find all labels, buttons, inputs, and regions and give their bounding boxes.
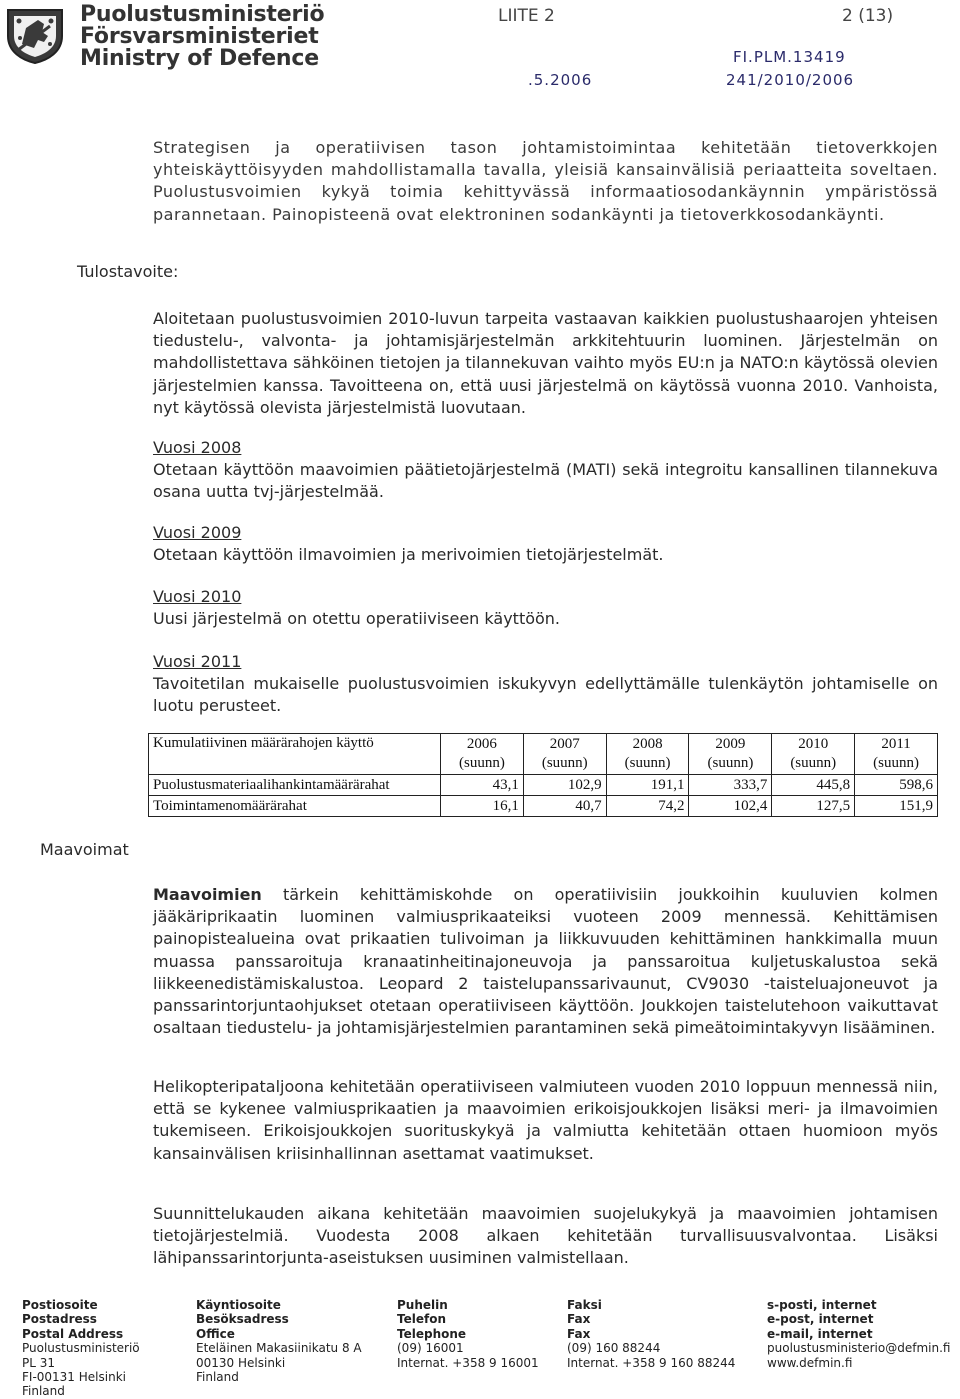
footer-heading: Office bbox=[196, 1326, 235, 1341]
footer-line: Finland bbox=[196, 1370, 239, 1385]
footer-email-address[interactable]: puolustusministerio@defmin.fi bbox=[767, 1341, 951, 1356]
tulostavoite-label: Tulostavoite: bbox=[77, 262, 179, 281]
year-2010-title: Vuosi 2010 bbox=[153, 587, 242, 606]
ministry-name-fi: Puolustusministeriö bbox=[80, 2, 325, 27]
footer-heading: Postiosoite bbox=[22, 1298, 98, 1312]
table-cell: 40,7 bbox=[523, 796, 606, 817]
header-unit: (suunn) bbox=[541, 755, 588, 771]
maavoimat-bold-lead: Maavoimien bbox=[153, 885, 262, 904]
table-row bbox=[149, 796, 938, 817]
footer-line: Finland bbox=[22, 1384, 65, 1399]
footer-line: (09) 160 88244 bbox=[567, 1341, 661, 1356]
table-header-cell bbox=[523, 734, 606, 775]
header-year: 2006 bbox=[466, 736, 497, 752]
ministry-name bbox=[80, 4, 324, 70]
footer-line: 00130 Helsinki bbox=[196, 1355, 286, 1370]
coat-of-arms-logo bbox=[4, 6, 66, 64]
year-2010-text: Uusi järjestelmä on otettu operatiiviseen käyttöön. bbox=[153, 609, 561, 629]
intro-paragraph: Strategisen ja operatiivisen tason johtamistoimintaa kehitetään tietoverkkojen yhteiskäyttöisyyden mahdollistamalla tavalla, yleisiä kansainvälisiä periaatteita soveltaen. Puolustusvoimien kykyä toimia kehittyvässä informaatiosodankäynnin ympäristössä parannetaan. Painopisteenä ovat elektroninen sodankäynti ja tietoverkkosodankäynti. bbox=[153, 138, 938, 224]
table-cell: 74,2 bbox=[606, 796, 689, 817]
table-header-row bbox=[149, 734, 938, 775]
table-header-cell bbox=[441, 734, 524, 775]
footer-fax bbox=[567, 1298, 735, 1370]
footer-heading: Käyntiosoite bbox=[196, 1298, 281, 1312]
footer-line: Internat. +358 9 160 88244 bbox=[567, 1355, 736, 1370]
year-2011-block bbox=[153, 651, 938, 718]
table-cell: 151,9 bbox=[855, 796, 938, 817]
maavoimat-paragraph-1 bbox=[153, 884, 938, 1039]
year-2008-block bbox=[153, 437, 938, 504]
footer-telephone bbox=[397, 1298, 539, 1370]
header-year: 2008 bbox=[632, 736, 663, 752]
row-label: Puolustusmateriaalihankintamäärärahat bbox=[149, 775, 441, 796]
year-2010-block bbox=[153, 586, 938, 630]
year-2009-block bbox=[153, 522, 938, 566]
header-unit: (suunn) bbox=[707, 755, 754, 771]
table-header-cell bbox=[772, 734, 855, 775]
table-header-cell bbox=[855, 734, 938, 775]
header-unit: (suunn) bbox=[873, 755, 919, 771]
maavoimat-paragraph-2: Helikopteripataljoona kehitetään operatiiviseen valmiuteen vuoden 2010 loppuun mennessä niin, että se kykenee valmiusprikaatien ja maavoimien erikoisjoukkojen lisäksi meri- ja ilmavoimien tukemiseen. Erikoisjoukkojen suorituskykyä ja valmiutta kehitetään ottaen huomioon myös kansainvälisen kriisinhallinnan asettamat vaatimukset. bbox=[153, 1077, 938, 1163]
footer-office-address bbox=[196, 1298, 362, 1384]
footer-line: (09) 16001 bbox=[397, 1341, 464, 1356]
table-header-label: Kumulatiivinen määrärahojen käyttö bbox=[149, 734, 441, 775]
footer-heading: Besöksadress bbox=[196, 1312, 289, 1327]
footer-line: PL 31 bbox=[22, 1355, 56, 1370]
page-number: 2 (13) bbox=[842, 6, 894, 26]
footer-line: Internat. +358 9 16001 bbox=[397, 1355, 539, 1370]
year-2011-text: Tavoitetilan mukaiselle puolustusvoimien iskukyvyn edellyttämälle tulenkäytön johtamiselle on luotu perusteet. bbox=[153, 674, 938, 716]
budget-table bbox=[148, 733, 938, 817]
header-year: 2011 bbox=[881, 736, 911, 752]
header-year: 2009 bbox=[715, 736, 746, 752]
row-label: Toimintamenomäärärahat bbox=[149, 796, 441, 817]
footer-heading: Telephone bbox=[397, 1326, 467, 1341]
table-cell: 333,7 bbox=[689, 775, 772, 796]
document-date: .5.2006 bbox=[528, 71, 593, 89]
table-cell: 102,4 bbox=[689, 796, 772, 817]
year-2008-title: Vuosi 2008 bbox=[153, 438, 242, 457]
header-unit: (suunn) bbox=[624, 755, 671, 771]
header-year: 2007 bbox=[549, 736, 580, 752]
footer-heading: e-post, internet bbox=[767, 1312, 874, 1327]
annex-label: LIITE 2 bbox=[498, 6, 555, 26]
table-header-cell bbox=[606, 734, 689, 775]
footer-heading: Telefon bbox=[397, 1312, 446, 1327]
footer-heading: Faksi bbox=[567, 1298, 602, 1312]
footer-heading: s-posti, internet bbox=[767, 1298, 877, 1312]
footer-heading: Puhelin bbox=[397, 1298, 448, 1312]
header-year: 2010 bbox=[798, 736, 829, 752]
maavoimat-label: Maavoimat bbox=[40, 840, 129, 859]
footer-heading: Postadress bbox=[22, 1312, 97, 1327]
year-2009-text: Otetaan käyttöön ilmavoimien ja merivoimien tietojärjestelmät. bbox=[153, 545, 664, 565]
footer-line: FI-00131 Helsinki bbox=[22, 1370, 126, 1385]
footer-heading: e-mail, internet bbox=[767, 1326, 873, 1341]
table-cell: 191,1 bbox=[606, 775, 689, 796]
table-cell: 43,1 bbox=[441, 775, 524, 796]
table-cell: 598,6 bbox=[855, 775, 938, 796]
maavoimat-paragraph-3: Suunnittelukauden aikana kehitetään maavoimien suojelukykyä ja maavoimien johtamisen tietojärjestelmiä. Vuodesta 2008 alkaen kehitetään turvallisuusvalvontaa. Lisäksi lähipanssarintorjunta-aseistuksen uusiminen valmistellaan. bbox=[153, 1204, 938, 1268]
year-2009-title: Vuosi 2009 bbox=[153, 523, 242, 542]
header-unit: (suunn) bbox=[790, 755, 837, 771]
table-cell: 127,5 bbox=[772, 796, 855, 817]
table-cell: 445,8 bbox=[772, 775, 855, 796]
footer-postal-address bbox=[22, 1298, 140, 1399]
table-row bbox=[149, 775, 938, 796]
ministry-name-en: Ministry of Defence bbox=[80, 46, 319, 71]
reference-code: FI.PLM.13419 bbox=[733, 48, 846, 66]
footer-heading: Fax bbox=[567, 1326, 591, 1341]
table-cell: 102,9 bbox=[523, 775, 606, 796]
table-header-cell bbox=[689, 734, 772, 775]
footer-email bbox=[767, 1298, 950, 1370]
document-number: 241/2010/2006 bbox=[726, 71, 855, 89]
header-unit: (suunn) bbox=[459, 755, 505, 771]
tulostavoite-paragraph: Aloitetaan puolustusvoimien 2010-luvun tarpeita vastaavan kaikkien puolustushaarojen yhteisen tiedustelu-, valvonta- ja johtamisjärjestelmän arkkitehtuurin luominen. Järjestelmän on mahdollistettava sähköinen tietojen ja tilannekuvan vaihto myös EU:n ja NATO:n käytössä olevien järjestelmien kanssa. Tavoitteena on, että uusi järjestelmä on käytössä vuonna 2010. Vanhoista, nyt käytössä olevista järjestelmistä luovutaan. bbox=[153, 309, 938, 417]
footer-heading: Fax bbox=[567, 1312, 591, 1327]
ministry-name-sv: Försvarsministeriet bbox=[80, 24, 319, 49]
footer-line: Puolustusministeriö bbox=[22, 1341, 140, 1356]
footer-website-link[interactable]: www.defmin.fi bbox=[767, 1355, 853, 1370]
footer-line: Eteläinen Makasiinikatu 8 A bbox=[196, 1341, 362, 1356]
table-cell: 16,1 bbox=[441, 796, 524, 817]
year-2011-title: Vuosi 2011 bbox=[153, 652, 242, 671]
year-2008-text: Otetaan käyttöön maavoimien päätietojärjestelmä (MATI) sekä integroitu kansallinen tilannekuva osana uutta tvj-järjestelmää. bbox=[153, 460, 938, 502]
footer-heading: Postal Address bbox=[22, 1326, 124, 1341]
maavoimat-p1-text: tärkein kehittämiskohde on operatiivisiin joukkoihin kuuluvien kolmen jääkäriprikaatin luominen valmiusprikaateiksi vuoteen 2009 mennessä. Kehittämisen painopistealueina ovat prikaatien tulivoiman ja liikkuvuuden kehittäminen hankkimalla muun muassa panssaroituja kranaatinheitinajoneuvoja ja panssaroitua kuljetuskalustoa sekä liikkeenedistämiskalustoa. Leopard 2 taistelupanssarivaunut, CV9030 -taisteluajoneuvot ja panssarintorjuntaohjukset otetaan operatiiviseen käyttöön. Joukkojen taistelutehoon vaikuttavat osaltaan tiedustelu- ja johtamisjärjestelmien parantaminen sekä pimeätoimintakyvyn lisääminen. bbox=[153, 885, 938, 1038]
